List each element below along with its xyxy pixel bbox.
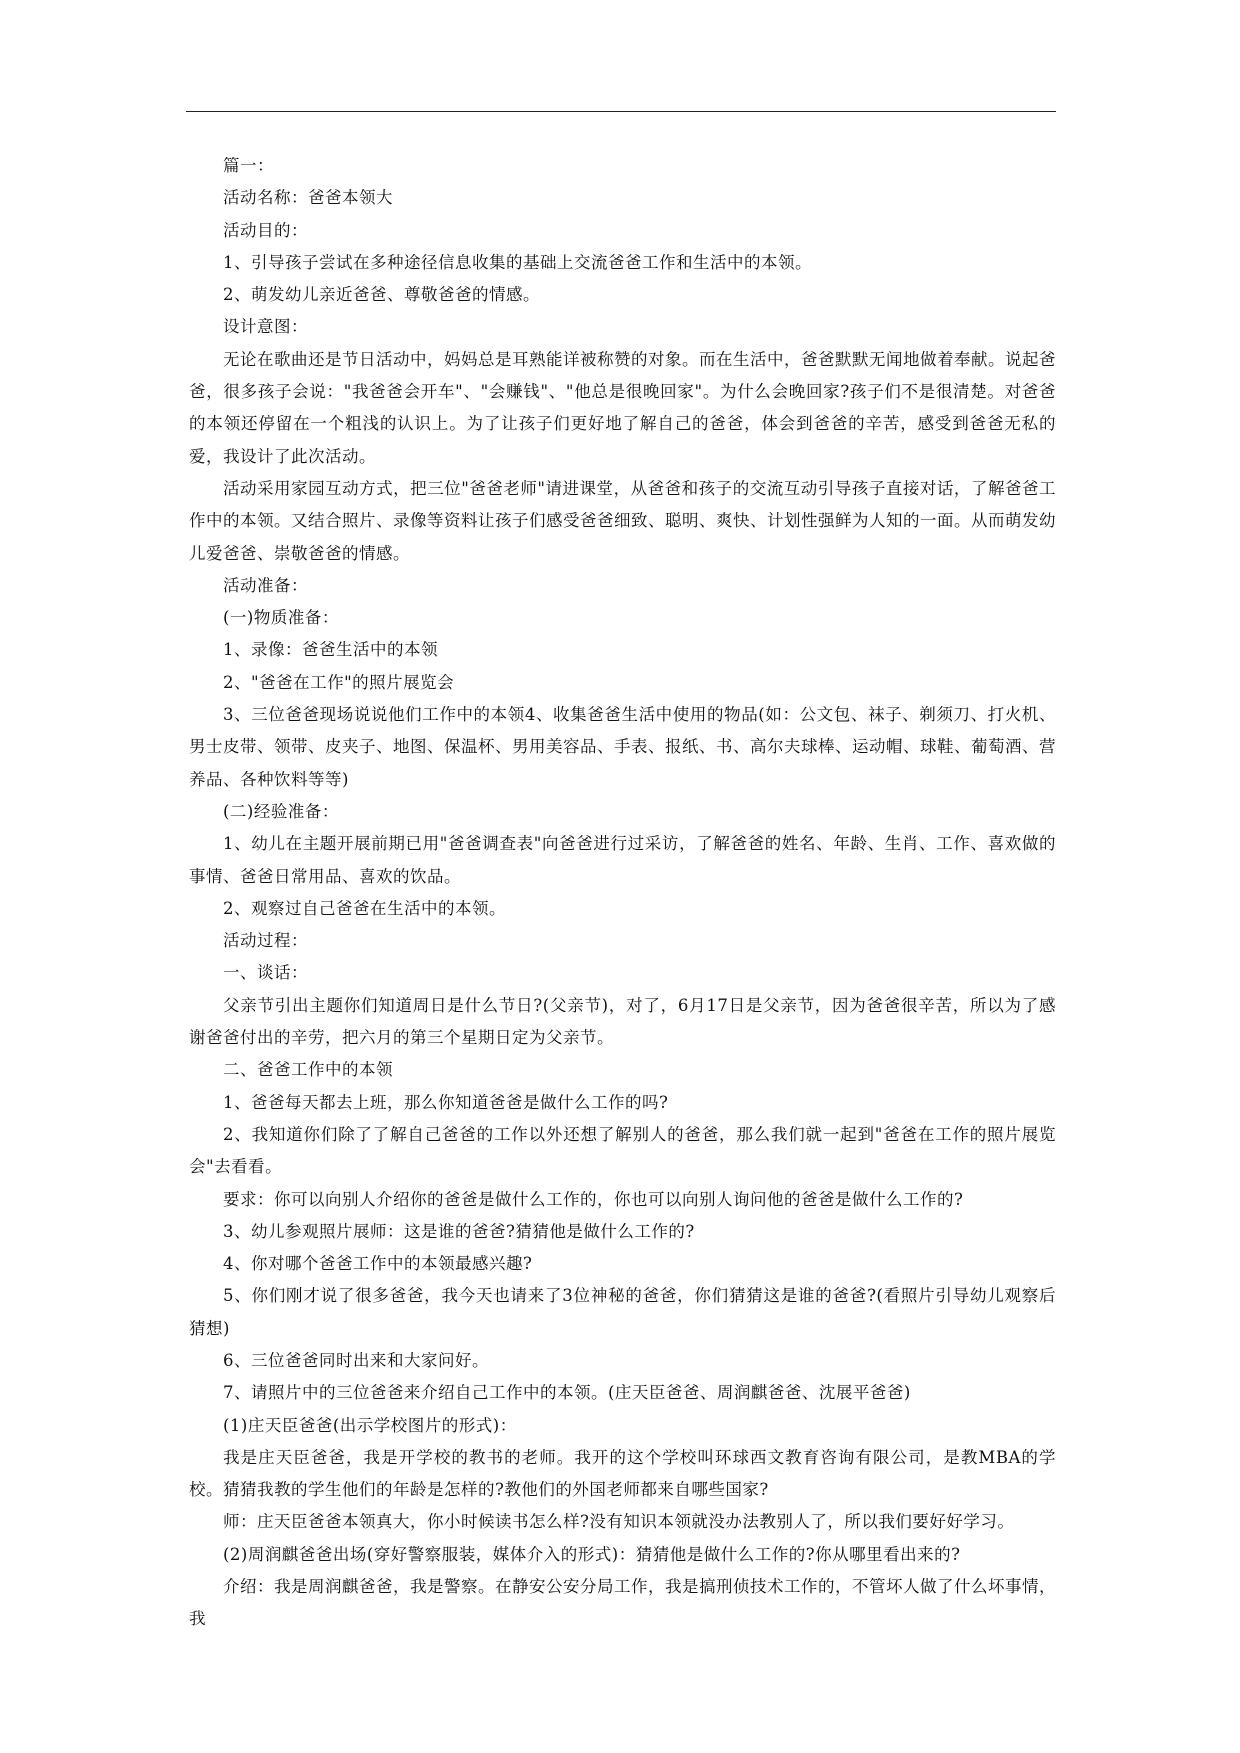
document-body	[189, 150, 1056, 1636]
paragraph: 一、谈话：	[223, 963, 308, 983]
paragraph: 二、爸爸工作中的本领	[223, 1060, 393, 1080]
paragraph: 2、萌发幼儿亲近爸爸、尊敬爸爸的情感。	[223, 285, 540, 305]
paragraph: 活动过程：	[223, 931, 308, 951]
paragraph: 2、观察过自己爸爸在生活中的本领。	[223, 898, 506, 918]
paragraph: 活动名称：爸爸本领大	[223, 188, 393, 208]
paragraph: 设计意图：	[223, 317, 308, 337]
paragraph: 父亲节引出主题你们知道周日是什么节日?(父亲节)，对了，6月17日是父亲节，因为爸爸很辛苦，所以为了感谢爸爸付出的辛劳，把六月的第三个星期日定为父亲节。	[189, 995, 1056, 1048]
paragraph: 2、"爸爸在工作"的照片展览会	[223, 672, 455, 692]
paragraph: 1、爸爸每天都去上班，那么你知道爸爸是做什么工作的吗?	[223, 1092, 669, 1112]
paragraph: (2)周润麒爸爸出场(穿好警察服装，媒体介入的形式)：猜猜他是做什么工作的?你从哪里看出来的?	[223, 1544, 961, 1564]
paragraph: 3、三位爸爸现场说说他们工作中的本领4、收集爸爸生活中使用的物品(如：公文包、袜子、剃须刀、打火机、男士皮带、领带、皮夹子、地图、保温杯、男用美容品、手表、报纸、书、高尔夫球棒、运动帽、球鞋、葡萄酒、营养品、各种饮料等等)	[189, 705, 1056, 789]
paragraph: 师：庄天臣爸爸本领真大，你小时候读书怎么样?没有知识本领就没办法教别人了，所以我们要好好学习。	[223, 1512, 1015, 1532]
paragraph: (一)物质准备：	[223, 608, 339, 628]
paragraph: 介绍：我是周润麒爸爸，我是警察。在静安公安分局工作，我是搞刑侦技术工作的，不管坏人做了什么坏事情，我	[189, 1577, 1056, 1629]
paragraph: 5、你们刚才说了很多爸爸，我今天也请来了3位神秘的爸爸，你们猜猜这是谁的爸爸?(看照片引导幼儿观察后猜想)	[189, 1286, 1056, 1338]
paragraph: 3、幼儿参观照片展师：这是谁的爸爸?猜猜他是做什么工作的?	[223, 1221, 695, 1241]
paragraph: 4、你对哪个爸爸工作中的本领最感兴趣?	[223, 1254, 533, 1274]
paragraph: 无论在歌曲还是节日活动中，妈妈总是耳熟能详被称赞的对象。而在生活中，爸爸默默无闻地做着奉献。说起爸爸，很多孩子会说："我爸爸会开车"、"会赚钱"、"他总是很晚回家"。为什么会晚回家?孩子们不是很清楚。对爸爸的本领还停留在一个粗浅的认识上。为了让孩子们更好地了解自己的爸爸，体会到爸爸的辛苦，感受到爸爸无私的爱，我设计了此次活动。	[189, 349, 1056, 466]
paragraph: 7、请照片中的三位爸爸来介绍自己工作中的本领。(庄天臣爸爸、周润麒爸爸、沈展平爸爸)	[223, 1383, 911, 1403]
paragraph: 活动采用家园互动方式，把三位"爸爸老师"请进课堂，从爸爸和孩子的交流互动引导孩子直接对话，了解爸爸工作中的本领。又结合照片、录像等资料让孩子们感受爸爸细致、聪明、爽快、计划性强鲜为人知的一面。从而萌发幼儿爱爸爸、崇敬爸爸的情感。	[189, 478, 1056, 563]
paragraph: 6、三位爸爸同时出来和大家问好。	[223, 1350, 489, 1370]
paragraph: 活动准备：	[223, 575, 308, 595]
paragraph: 2、我知道你们除了了解自己爸爸的工作以外还想了解别人的爸爸，那么我们就一起到"爸爸在工作的照片展览会"去看看。	[189, 1124, 1056, 1177]
paragraph: 1、引导孩子尝试在多种途径信息收集的基础上交流爸爸工作和生活中的本领。	[223, 252, 812, 272]
paragraph: 活动目的：	[223, 220, 308, 240]
paragraph: 要求：你可以向别人介绍你的爸爸是做什么工作的，你也可以向别人询问他的爸爸是做什么工作的?	[223, 1189, 964, 1209]
paragraph: 我是庄天臣爸爸，我是开学校的教书的老师。我开的这个学校叫环球西文教育咨询有限公司，是教MBA的学校。猜猜我教的学生他们的年龄是怎样的?教他们的外国老师都来自哪些国家?	[189, 1447, 1056, 1500]
header-rule	[186, 111, 1056, 112]
paragraph: (二)经验准备：	[223, 801, 339, 821]
paragraph: 1、幼儿在主题开展前期已用"爸爸调查表"向爸爸进行过采访，了解爸爸的姓名、年龄、生肖、工作、喜欢做的事情、爸爸日常用品、喜欢的饮品。	[189, 834, 1056, 886]
paragraph: 篇一：	[223, 156, 274, 175]
paragraph: 1、录像：爸爸生活中的本领	[223, 640, 438, 660]
paragraph: (1)庄天臣爸爸(出示学校图片的形式)：	[223, 1415, 517, 1435]
